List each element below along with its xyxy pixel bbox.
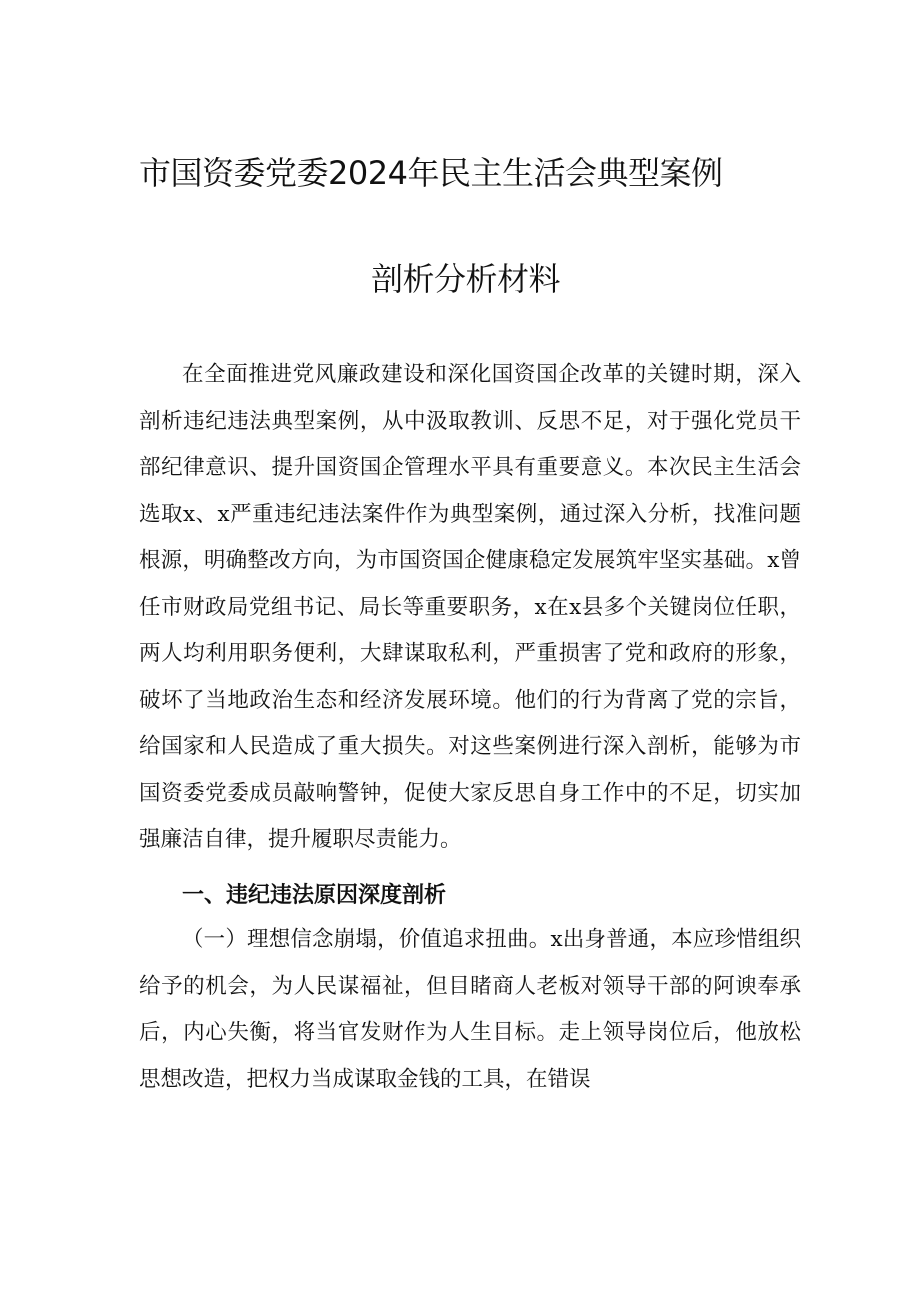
- section-heading: 一、违纪违法原因深度剖析: [182, 883, 447, 908]
- intro-paragraph: 在全面推进党风廉政建设和深化国资国企改革的关键时期，深入剖析违纪违法典型案例，从中汲取教训、反思不足，对于强化党员干部纪律意识、提升国资国企管理水平具有重要意义。本次民主生活会选取x、x严重违纪违法案件作为典型案例，通过深入分析，找准问题根源，明确整改方向，为市国资国企健康稳定发展筑牢坚实基础。x曾任市财政局党组书记、局长等重要职务，x在x县多个关键岗位任职，两人均利用职务便利，大肆谋取私利，严重损害了党和政府的形象，破坏了当地政治生态和经济发展环境。他们的行为背离了党的宗旨，给国家和人民造成了重大损失。对这些案例进行深入剖析，能够为市国资委党委成员敲响警钟，促使大家反思自身工作中的不足，切实加强廉洁自律，提升履职尽责能力。: [139, 362, 801, 852]
- document-title-line2: 剖析分析材料: [371, 260, 561, 298]
- document-title-line1: 市国资委党委2024年民主生活会典型案例: [139, 154, 723, 192]
- section-paragraph: （一）理想信念崩塌，价值追求扭曲。x出身普通，本应珍惜组织给予的机会，为人民谋福祉，但目睹商人老板对领导干部的阿谀奉承后，内心失衡，将当官发财作为人生目标。走上领导岗位后，他放松思想改造，把权力当成谋取金钱的工具，在错误: [139, 927, 801, 1092]
